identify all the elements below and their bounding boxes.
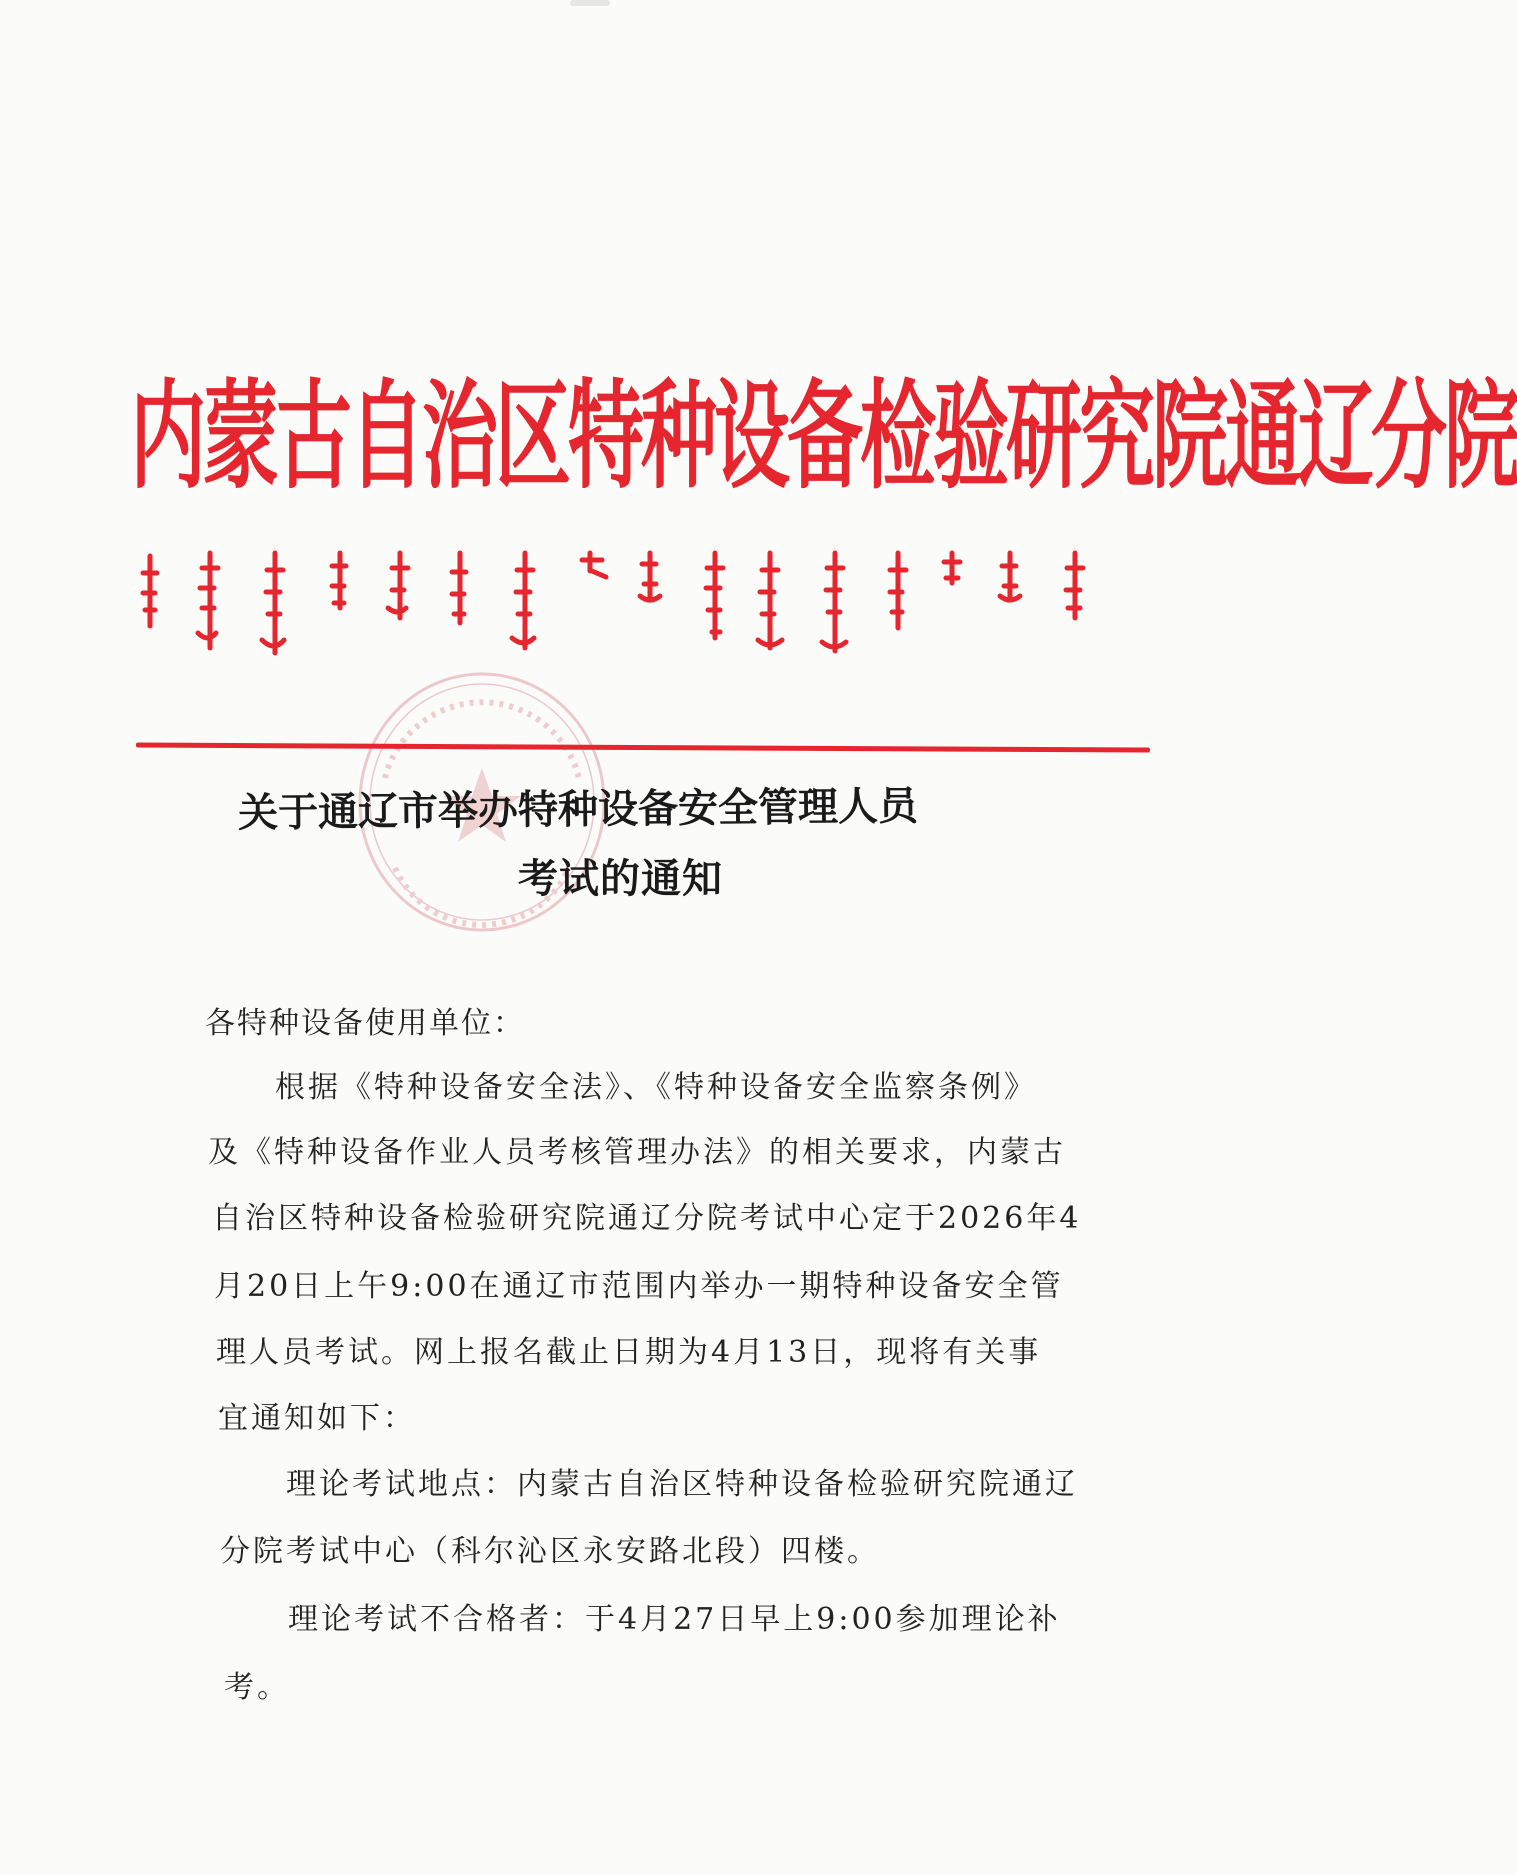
scan-speck xyxy=(570,0,610,6)
salutation: 各特种设备使用单位： xyxy=(205,1006,525,1041)
body-line: 根据《特种设备安全法》、《特种设备安全监察条例》 xyxy=(275,1070,1037,1105)
letterhead-red-rule xyxy=(136,743,1150,753)
mongolian-script-org-name xyxy=(140,548,1150,668)
notice-title-line1: 关于通辽市举办特种设备安全管理人员 xyxy=(237,783,919,837)
body-line: 自治区特种设备检验研究院通辽分院考试中心定于2026年4 xyxy=(212,1201,1082,1236)
body-line: 理论考试地点：内蒙古自治区特种设备检验研究院通辽 xyxy=(286,1467,1078,1502)
body-line: 宜通知如下： xyxy=(218,1401,416,1436)
body-line: 月20日上午9:00在通辽市范围内举办一期特种设备安全管 xyxy=(214,1269,1064,1304)
body-line: 分院考试中心（科尔沁区永安路北段）四楼。 xyxy=(220,1534,880,1569)
letterhead-org-name: 内蒙古自治区特种设备检验研究院通辽分院 xyxy=(130,367,1517,506)
body-line: 及《特种设备作业人员考核管理办法》的相关要求，内蒙古 xyxy=(208,1135,1066,1170)
body-line: 理论考试不合格者：于4月27日早上9:00参加理论补 xyxy=(288,1602,1061,1637)
notice-title-line2: 考试的通知 xyxy=(518,856,723,902)
body-line: 理人员考试。网上报名截止日期为4月13日，现将有关事 xyxy=(216,1335,1042,1370)
body-line: 考。 xyxy=(224,1670,290,1705)
mongolian-script-icon xyxy=(140,548,1150,668)
